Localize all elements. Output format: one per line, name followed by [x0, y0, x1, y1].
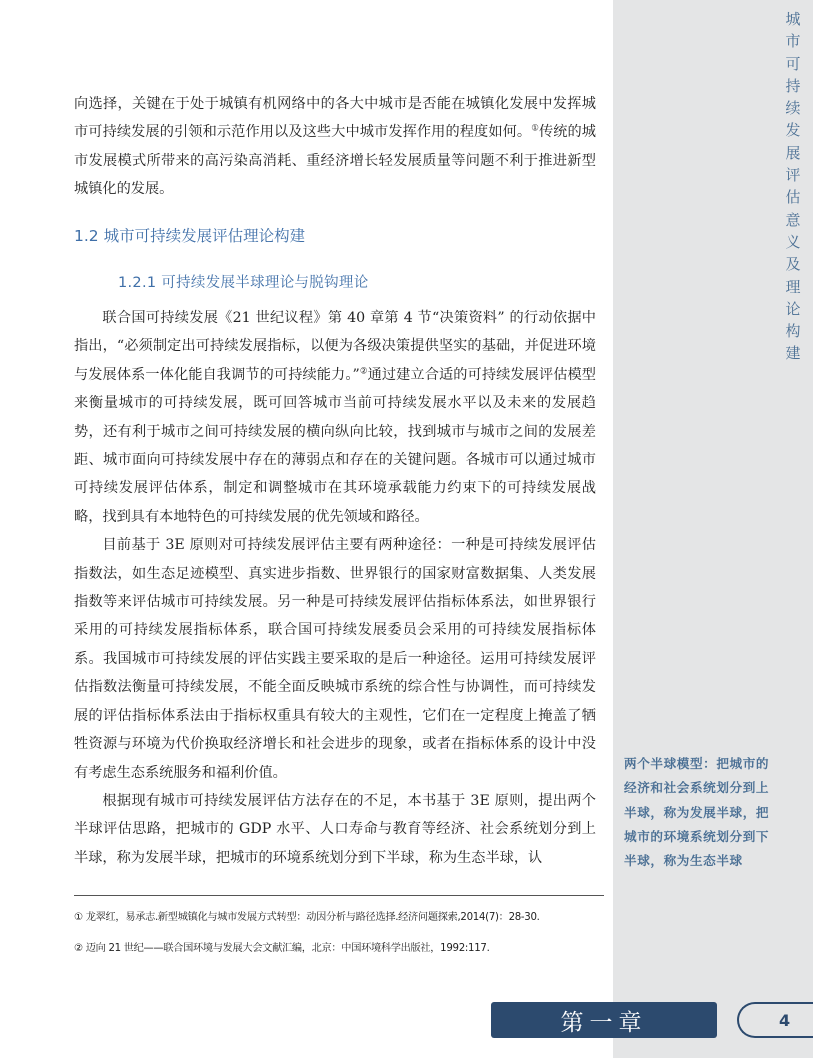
- paragraph-intro-text-a: 向选择，关键在于处于城镇有机网络中的各大中城市是否能在城镇化发展中发挥城市可持续发展的引领和示范作用以及这些大中城市发挥作用的程度如何。: [74, 96, 596, 141]
- sidebar-vertical-title: [783, 8, 803, 365]
- footnote-ref-1[interactable]: ①: [531, 123, 539, 134]
- vertical-title-char: 理: [785, 277, 801, 296]
- vertical-title-char: 持: [785, 76, 801, 95]
- paragraph-intro-text-b: 传统的城市发展模式所带来的高污染高消耗、重经济增长轻发展质量等问题不利于推进新型城镇化的发展。: [74, 124, 596, 198]
- vertical-title-char: 及: [785, 255, 801, 274]
- vertical-title-char: 城: [785, 10, 801, 28]
- paragraph-intro: [74, 90, 596, 204]
- footnote-divider: [74, 895, 604, 896]
- vertical-title-char: 发: [785, 121, 801, 140]
- footnote-1: ① 龙翠红，易承志.新型城镇化与城市发展方式转型：动因分析与路径选择.经济问题探索,2014(7)：28-30.: [74, 912, 540, 923]
- main-text: [74, 90, 596, 204]
- section-heading-1-2: 1.2 城市可持续发展评估理论构建: [74, 227, 306, 245]
- page-number: 4: [737, 1002, 813, 1038]
- paragraph-1: [74, 304, 596, 531]
- vertical-title-char: 展: [785, 143, 801, 162]
- vertical-title-char: 评: [785, 166, 801, 185]
- vertical-title-char: 论: [785, 299, 801, 318]
- vertical-title-char: 估: [785, 188, 801, 207]
- sidebar-note: 两个半球模型：把城市的经济和社会系统划分到上半球，称为发展半球，把城市的环境系统划分到下半球，称为生态半球: [624, 756, 770, 869]
- vertical-title-char: 可: [785, 54, 801, 73]
- vertical-title-char: 建: [785, 344, 801, 363]
- paragraph-3: 根据现有城市可持续发展评估方法存在的不足，本书基于 3E 原则，提出两个半球评估思路，把城市的 GDP 水平、人口寿命与教育等经济、社会系统划分到上半球，称为发展半球，把城市的环境系统划分到下半球，称为生态半球，认: [74, 792, 596, 866]
- vertical-title-char: 意: [785, 210, 801, 229]
- paragraph-1-text-b: 通过建立合适的可持续发展评估模型来衡量城市的可持续发展，既可回答城市当前可持续发展水平以及未来的发展趋势，还有利于城市之间可持续发展的横向纵向比较，找到城市与城市之间的发展差距、城市面向可持续发展中存在的薄弱点和存在的关键问题。各城市可以通过城市可持续发展评估体系，制定和调整城市在其环境承载能力约束下的可持续发展战略，找到具有本地特色的可持续发展的优先领域和路径。: [74, 366, 596, 525]
- vertical-title-char: 义: [785, 232, 801, 251]
- paragraph-2: 目前基于 3E 原则对可持续发展评估主要有两种途径：一种是可持续发展评估指数法，如生态足迹模型、真实进步指数、世界银行的国家财富数据集、人类发展指数等来评估城市可持续发展。另一种是可持续发展评估指标体系法，如世界银行采用的可持续发展指标体系，联合国可持续发展委员会采用的可持续发展指标体系。我国城市可持续发展的评估实践主要采取的是后一种途径。运用可持续发展评估指数法衡量可持续发展，不能全面反映城市系统的综合性与协调性，而可持续发展的评估指标体系法由于指标权重具有较大的主观性，它们在一定程度上掩盖了牺牲资源与环境为代价换取经济增长和社会进步的现象，或者在指标体系的设计中没有考虑生态系统服务和福利价值。: [74, 537, 596, 781]
- main-text-continued: [74, 304, 596, 872]
- paragraph-1-text-a: 联合国可持续发展《21 世纪议程》第 40 章第 4 节“决策资料” 的行动依据中指出，“必须制定出可持续发展指标，以便为各级决策提供坚实的基础，并促进环境与发展体系一体化能自我调节的可持续能力。”: [74, 310, 596, 383]
- vertical-title-char: 续: [785, 99, 801, 118]
- footnote-2: ② 迈向 21 世纪——联合国环境与发展大会文献汇编，北京：中国环境科学出版社，1992:117.: [74, 943, 490, 954]
- subsection-heading-1-2-1: 1.2.1 可持续发展半球理论与脱钩理论: [118, 275, 369, 291]
- vertical-title-char: 构: [785, 322, 801, 341]
- chapter-label: 第一章: [491, 1002, 717, 1038]
- vertical-title-char: 市: [785, 32, 801, 51]
- footnote-ref-2[interactable]: ②: [359, 366, 368, 377]
